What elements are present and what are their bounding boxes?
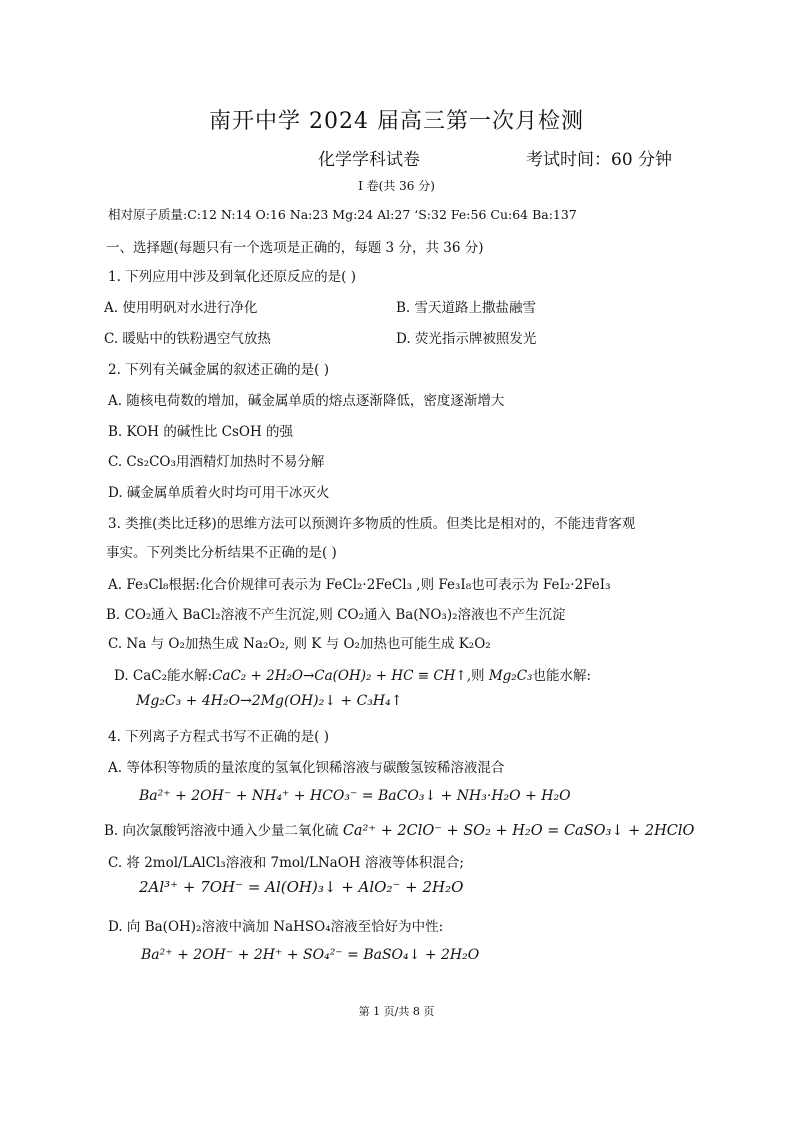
page-footer: 第 1 页/共 8 页 [358, 1005, 435, 1018]
q1-stem: 1. 下列应用中涉及到氧化还原反应的是( ) [108, 269, 356, 285]
exam-title: 南开中学 2024 届高三第一次月检测 [209, 109, 584, 134]
q2-option-b: B. KOH 的碱性比 CsOH 的强 [108, 424, 294, 440]
q3-option-d-eq3: Mg₂C₃ + 4H₂O→2Mg(OH)₂↓ + C₃H₄↑ [136, 693, 403, 709]
section-heading: 一、选择题(每题只有一个选项是正确的，每题 3 分，共 36 分) [106, 240, 484, 256]
q3-option-d-prefix: D. CaC₂能水解: [114, 668, 213, 684]
q3-option-d-suffix: 也能水解: [532, 668, 592, 684]
q2-option-c: C. Cs₂CO₃用酒精灯加热时不易分解 [108, 454, 325, 470]
q4-option-c-equation: 2Al³⁺ + 7OH⁻ = Al(OH)₃↓ + AlO₂⁻ + 2H₂O [139, 878, 464, 896]
q3-option-a: A. Fe₃Cl₈根据:化合价规律可表示为 FeCl₂·2FeCl₃ ,则 Fe₃I₈也可表示为 FeI₂·2FeI₃ [108, 577, 611, 593]
q1-option-b: B. 雪天道路上撒盐融雪 [396, 300, 537, 316]
exam-time: 考试时间：60 分钟 [526, 150, 673, 170]
q3-option-c: C. Na 与 O₂加热生成 Na₂O₂, 则 K 与 O₂加热也可能生成 K₂O₂ [108, 636, 491, 652]
q2-stem: 2. 下列有关碱金属的叙述正确的是( ) [108, 362, 329, 378]
q4-option-a: A. 等体积等物质的量浓度的氢氧化钡稀溶液与碳酸氢铵稀溶液混合 [108, 760, 505, 776]
q4-stem: 4. 下列离子方程式书写不正确的是( ) [108, 729, 329, 745]
q4-option-c: C. 将 2mol/LAlCl₃溶液和 7mol/LNaOH 溶液等体积混合; [108, 855, 464, 871]
q2-option-a: A. 随核电荷数的增加，碱金属单质的熔点逐渐降低，密度逐渐增大 [108, 393, 505, 409]
q1-option-a: A. 使用明矾对水进行净化 [104, 300, 258, 316]
q3-option-b: B. CO₂通入 BaCl₂溶液不产生沉淀,则 CO₂通入 Ba(NO₃)₂溶液也不产生沉淀 [106, 607, 566, 623]
q3-option-d-eq1: CaC₂ + 2H₂O→Ca(OH)₂ + HC ≡ CH↑, [212, 668, 472, 684]
q4-option-d: D. 向 Ba(OH)₂溶液中滴加 NaHSO₄溶液至恰好为中性: [108, 919, 444, 935]
q4-option-b-text: B. 向次氯酸钙溶液中通入少量二氧化硫 [104, 823, 339, 839]
q3-option-d-eq2: Mg₂C₃ [488, 668, 533, 684]
q1-option-c: C. 暖贴中的铁粉遇空气放热 [104, 331, 271, 347]
atomic-masses: 相对原子质量:C:12 N:14 O:16 Na:23 Mg:24 Al:27 ‘S:32 Fe:56 Cu:64 Ba:137 [108, 207, 577, 222]
q4-option-a-equation: Ba²⁺ + 2OH⁻ + NH₄⁺ + HCO₃⁻ = BaCO₃↓ + NH₃·H₂O + H₂O [139, 788, 571, 804]
q3-option-d [114, 664, 591, 684]
q4-option-d-equation: Ba²⁺ + 2OH⁻ + 2H⁺ + SO₄²⁻ = BaSO₄↓ + 2H₂O [141, 947, 480, 963]
subject-label: 化学学科试卷 [318, 150, 420, 170]
q2-option-d: D. 碱金属单质着火时均可用干冰灭火 [108, 485, 330, 501]
q1-option-d: D. 荧光指示牌被照发光 [396, 331, 537, 347]
q3-stem-line1: 3. 类推(类比迁移)的思维方法可以预测许多物质的性质。但类比是相对的，不能违背客观 [108, 516, 636, 532]
q3-stem-line2: 事实。下列类比分析结果不正确的是( ) [106, 545, 337, 561]
q3-option-d-mid: 则 [471, 668, 485, 684]
volume-label: I 卷(共 36 分) [358, 179, 435, 193]
q4-option-b-equation: Ca²⁺ + 2ClO⁻ + SO₂ + H₂O = CaSO₃↓ + 2HClO [342, 823, 695, 839]
q4-option-b [104, 819, 694, 839]
